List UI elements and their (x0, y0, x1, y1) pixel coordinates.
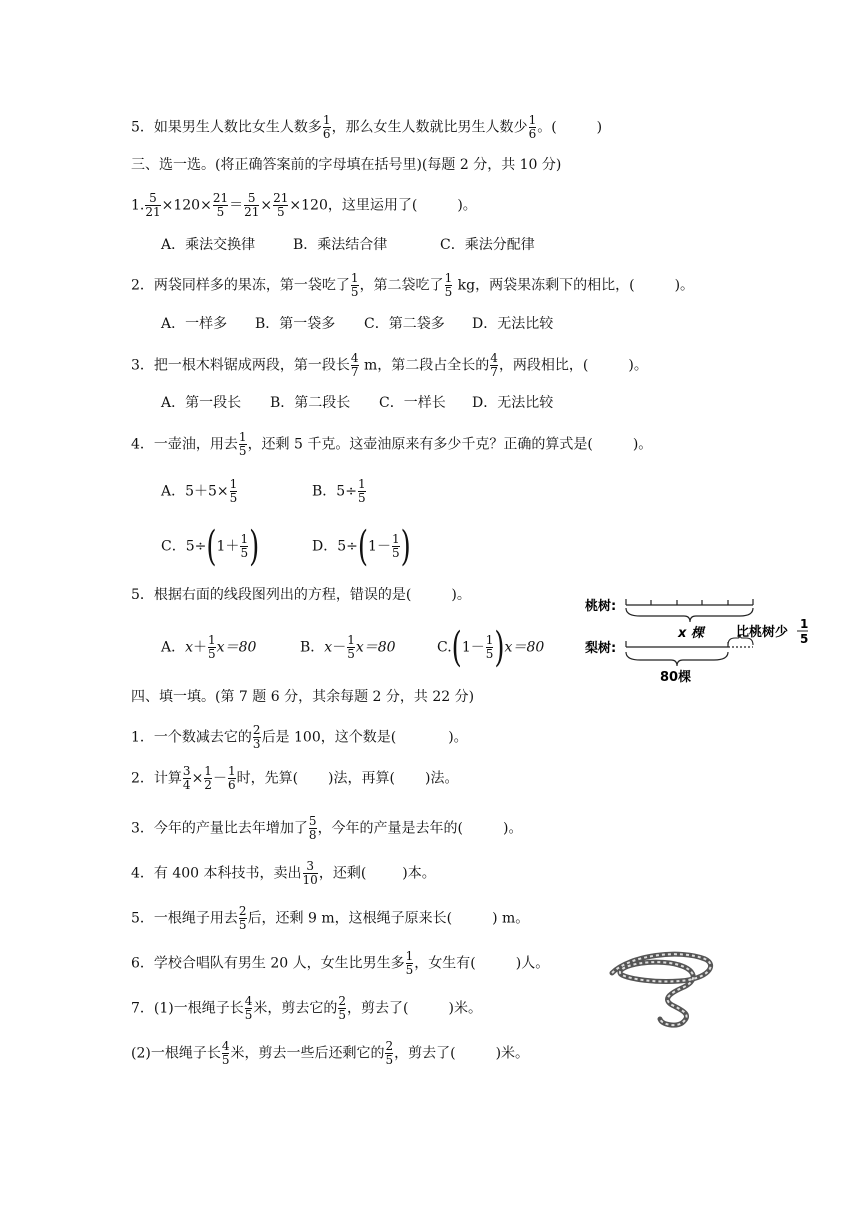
s3-q1-opt-a[interactable]: A．乘法交换律 (161, 237, 256, 253)
s4-q5: 5．一根绳子用去 $\frac{2}{5}$ 后，还剩 9 m，这根绳子原来长( ) m。 (131, 904, 530, 932)
x-brace (626, 608, 753, 622)
s3-q1-opt-c[interactable]: C．乘法分配律 (440, 237, 535, 253)
section-4-title: 四、填一填。(第 7 题 6 分，其余每题 2 分，共 22 分) (131, 689, 475, 705)
fraction: $\frac{1}{5}$ (391, 532, 400, 560)
s3-q4-opt-c[interactable]: C．5÷(1＋ $\frac{1}{5}$ ) (161, 522, 260, 571)
fraction: $\frac{1}{5}$ (485, 633, 494, 661)
fraction: $\frac{1}{5}$ (405, 949, 414, 977)
fraction: $\frac{2}{3}$ (252, 723, 261, 751)
fraction: $\frac{1}{5}$ (357, 477, 366, 505)
s4-q6: 6．学校合唱队有男生 20 人，女生比男生多 $\frac{1}{5}$ ，女生有( )人。 (131, 949, 550, 977)
fraction: $\frac{21}{5}$ (273, 191, 289, 219)
s3-q5-opt-c[interactable]: C.(1－ $\frac{1}{5}$ )x＝80 (437, 623, 545, 672)
s3-q5: 5．根据右面的线段图列出的方程，错误的是( )。 (131, 587, 471, 603)
x-label: x 棵 (678, 626, 704, 641)
rope-icon (600, 945, 720, 1035)
fraction: $\frac{4}{7}$ (490, 351, 498, 379)
pear-label: 梨树: (585, 641, 617, 656)
fraction: $\frac{1}{5}$ (238, 430, 247, 458)
fraction: $\frac{2}{5}$ (385, 1039, 394, 1067)
line-segment-diagram (580, 590, 820, 690)
fraction: $\frac{1}{5}$ (229, 477, 238, 505)
fraction: $\frac{5}{21}$ (244, 191, 260, 219)
s3-q2-opt-b[interactable]: B．第一袋多 (255, 316, 336, 332)
s3-q3-opt-a[interactable]: A．第一段长 (161, 395, 242, 411)
s3-q4-opt-a[interactable]: A．5＋5× $\frac{1}{5}$ (161, 477, 238, 505)
fraction: $\frac{5}{8}$ (308, 814, 317, 842)
less-frac-num: 1 (800, 617, 809, 631)
s4-q7-2: (2)一根绳子长 $\frac{4}{5}$ 米，剪去一些后还剩它的 $\frac{2}{5}$ ，剪去了( )米。 (131, 1039, 530, 1067)
fraction: $\frac{1}{5}$ (444, 271, 453, 299)
left-paren-icon: ( (206, 522, 217, 571)
count-label: 80棵 (660, 670, 692, 685)
fraction: $\frac{4}{7}$ (350, 351, 359, 379)
fraction: $\frac{1}{5}$ (240, 532, 249, 560)
s4-q4: 4．有 400 本科技书，卖出 $\frac{3}{10}$ ，还剩( )本。 (131, 859, 436, 887)
fraction: $\frac{4}{5}$ (221, 1039, 230, 1067)
s3-q3-opt-d[interactable]: D．无法比较 (472, 395, 554, 411)
s3-q2-opt-c[interactable]: C．第二袋多 (364, 316, 445, 332)
fraction: $\frac{3}{10}$ (302, 859, 318, 887)
right-paren-icon: ) (249, 522, 260, 571)
s3-q1: 1. $\frac{5}{21}$ ×120× $\frac{21}{5}$ ＝ $\frac{5}{21}$ × $\frac{21}{5}$ ×120，这里运用了( )。 (131, 191, 477, 219)
fraction: $\frac{21}{5}$ (212, 191, 229, 219)
fraction: $\frac{2}{5}$ (338, 994, 347, 1022)
s3-q2-opt-d[interactable]: D．无法比较 (472, 316, 554, 332)
s3-q3-opt-c[interactable]: C．一样长 (379, 395, 446, 411)
fraction: $\frac{4}{5}$ (244, 994, 253, 1022)
s3-q5-opt-a[interactable]: A．x＋ $\frac{1}{5}$ x＝80 (161, 633, 257, 661)
less-label: 比桃树少 (736, 625, 789, 640)
s3-q1-opt-b[interactable]: B．乘法结合律 (293, 237, 388, 253)
s3-q2-opt-a[interactable]: A．一样多 (161, 316, 228, 332)
fraction: $\frac{1}{5}$ (347, 633, 355, 661)
s3-q4-opt-b[interactable]: B．5÷ $\frac{1}{5}$ (312, 477, 366, 505)
fraction: $\frac{3}{4}$ (182, 764, 191, 792)
section-3-title: 三、选一选。(将正确答案前的字母填在括号里)(每题 2 分，共 10 分) (131, 157, 562, 173)
fraction: $\frac{5}{21}$ (145, 191, 161, 219)
s4-q3: 3．今年的产量比去年增加了 $\frac{5}{8}$ ，今年的产量是去年的( )。 (131, 814, 523, 842)
fraction: $\frac{1}{5}$ (350, 271, 359, 299)
s3-q4-opt-d[interactable]: D．5÷(1－ $\frac{1}{5}$ ) (312, 522, 411, 571)
fraction: $\frac{2}{5}$ (238, 904, 247, 932)
left-paren-icon: ( (357, 522, 369, 571)
less-frac-den: 5 (800, 632, 809, 646)
left-paren-icon: ( (451, 623, 462, 672)
s3-q4: 4．一壶油，用去 $\frac{1}{5}$ ，还剩 5 千克。这壶油原来有多少千克？正确的算式是( )。 (131, 430, 653, 458)
s3-q5-opt-b[interactable]: B．x－ $\frac{1}{5}$ x＝80 (300, 633, 396, 661)
s3-q3-opt-b[interactable]: B．第二段长 (270, 395, 351, 411)
pear-brace (626, 652, 728, 666)
right-paren-icon: ) (400, 522, 411, 571)
peach-ticks (626, 599, 753, 605)
fraction: $\frac{1}{5}$ (208, 633, 216, 661)
peach-label: 桃树: (585, 599, 617, 614)
s4-q1: 1．一个数减去它的 $\frac{2}{3}$ 后是 100，这个数是( )。 (131, 723, 468, 751)
fraction: $\frac{1}{6}$ (528, 113, 537, 141)
right-paren-icon: ) (494, 623, 505, 672)
fraction: $\frac{1}{6}$ (227, 764, 236, 792)
s4-q2: 2．计算 $\frac{3}{4}$ × $\frac{1}{2}$ － $\frac{1}{6}$ 时，先算( )法，再算( )法。 (131, 764, 459, 792)
s4-q7-1: 7．(1)一根绳子长 $\frac{4}{5}$ 米，剪去它的 $\frac{2}{5}$ ，剪去了( )米。 (131, 994, 482, 1022)
s2-q5: 5．如果男生人数比女生人数多 $\frac{1}{6}$ ，那么女生人数就比男生人数少 $\frac{1}{6}$ 。( ) (131, 113, 603, 141)
fraction: $\frac{1}{6}$ (322, 113, 331, 141)
fraction: $\frac{1}{2}$ (204, 764, 212, 792)
s3-q2: 2．两袋同样多的果冻，第一袋吃了 $\frac{1}{5}$ ，第二袋吃了 $\frac{1}{5}$ kg，两袋果冻剩下的相比，( )。 (131, 271, 695, 299)
s3-q3: 3．把一根木料锯成两段，第一段长 $\frac{4}{7}$ m，第二段占全长的 $\frac{4}{7}$ ，两段相比，( )。 (131, 351, 648, 379)
